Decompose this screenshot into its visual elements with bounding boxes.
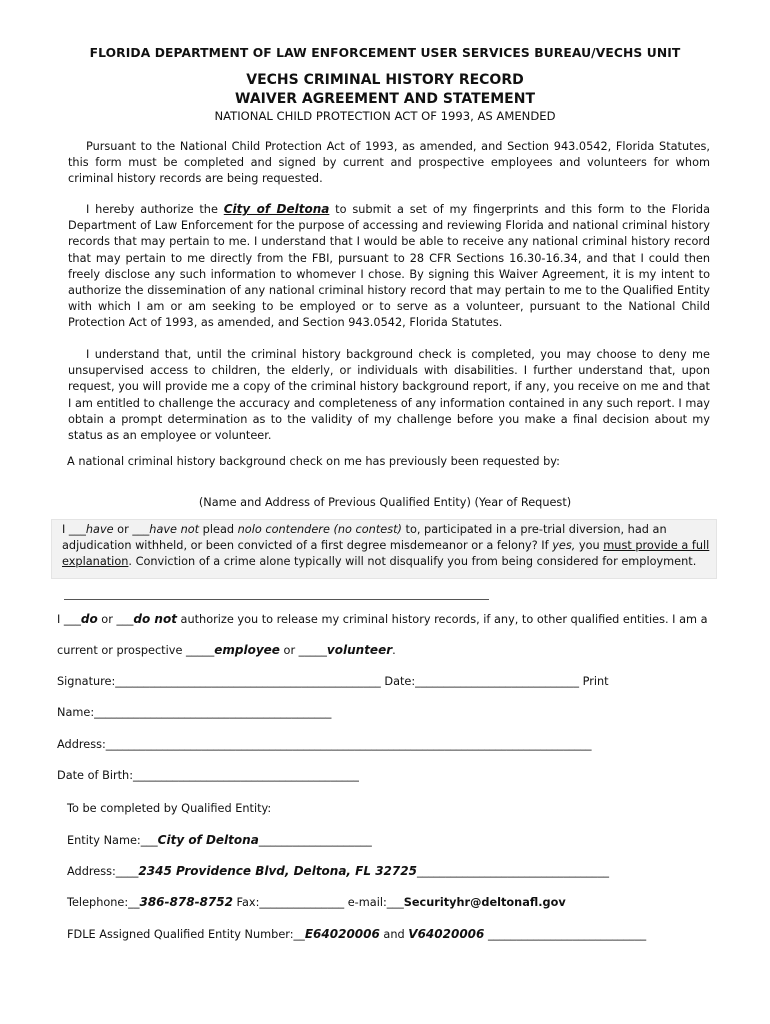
rights-paragraph: I understand that, until the criminal history background check is completed, you may choose to deny me unsupervised access to children, the elderly, or individuals with disabilities. I further understand that, upon request, you will provide me a copy of the criminal history background report, if any, you receive on me and that I am entitled to challenge the accuracy and completeness of any information contained in any such report. I may obtain a prompt determination as to the validity of my challenge before you make a final decision about my status as an employee or volunteer. bbox=[68, 348, 710, 443]
date-of-birth-field[interactable]: Date of Birth:________________________________________ bbox=[57, 769, 359, 782]
telephone-fax-email-field[interactable]: Telephone:__386-878-8752 Fax:_______________ e-mail:___Securityhr@deltonafl.gov bbox=[67, 895, 566, 909]
form-title-line2: WAIVER AGREEMENT AND STATEMENT bbox=[235, 91, 535, 107]
explanation-line[interactable] bbox=[64, 599, 489, 600]
entity-name-underlined: City of Deltona bbox=[223, 202, 330, 216]
previous-check-statement: A national criminal history background check on me has previously been requested by: bbox=[67, 455, 560, 468]
address-field[interactable]: Address:______________________________________________________________________________________ bbox=[57, 738, 592, 751]
entity-name-field[interactable]: Entity Name:___City of Deltona____________________ bbox=[67, 833, 372, 847]
previous-entity-caption: (Name and Address of Previous Qualified Entity) (Year of Request) bbox=[198, 496, 572, 509]
qualified-entity-heading: To be completed by Qualified Entity: bbox=[67, 802, 272, 815]
name-field[interactable]: Name:__________________________________________ bbox=[57, 706, 332, 719]
employment-status[interactable]: current or prospective _____employee or _____volunteer. bbox=[57, 643, 396, 657]
fdle-entity-number-field[interactable]: FDLE Assigned Qualified Entity Number:__E64020006 and V64020006 ____________________________ bbox=[67, 927, 647, 941]
form-header: FLORIDA DEPARTMENT OF LAW ENFORCEMENT USER SERVICES BUREAU/VECHS UNIT bbox=[89, 46, 681, 60]
signature-date-field[interactable]: Signature:_______________________________________________ Date:_____________________________ Print bbox=[57, 675, 609, 688]
authorization-paragraph: I hereby authorize the City of Deltona to submit a set of my fingerprints and this form to the Florida Department of Law Enforcement for the purpose of accessing and reviewing Florida and national criminal history records that may pertain to me. I understand that I would be able to receive any national criminal history record that may pertain to me directly from the FBI, pursuant to 28 CFR Sections 16.30-16.34, and that I could then freely disclose any such information to whomever I chose. By signing this Waiver Agreement, it is my intent to authorize the dissemination of any national criminal history record that may pertain to me to the Qualified Entity with which I am or am seeking to be employed or to serve as a volunteer, pursuant to the National Child Protection Act of 1993, as amended, and Section 943.0542, Florida Statutes. bbox=[68, 202, 710, 330]
entity-address-field[interactable]: Address:____2345 Providence Blvd, Deltona, FL 32725__________________________________ bbox=[67, 864, 609, 878]
release-authorization[interactable]: I ___do or ___do not authorize you to release my criminal history records, if any, to other qualified entities. I am a bbox=[57, 612, 708, 626]
plea-question[interactable]: I ___have or ___have not plead nolo contendere (no contest) to, participated in a pre-trial diversion, had an adjudication withheld, or been convicted of a first degree misdemeanor or a felony? If yes, you must provide a full explanation. Conviction of a crime alone typically will not disqualify you from being considered for employment. bbox=[62, 523, 710, 569]
intro-paragraph: Pursuant to the National Child Protection Act of 1993, as amended, and Section 943.0542, Florida Statutes, this form must be completed and signed by current and prospective employees and volunteers for whom criminal history records are being requested. bbox=[68, 140, 710, 186]
form-subtitle: NATIONAL CHILD PROTECTION ACT OF 1993, AS AMENDED bbox=[214, 109, 556, 123]
form-title: VECHS CRIMINAL HISTORY RECORD bbox=[246, 72, 524, 88]
